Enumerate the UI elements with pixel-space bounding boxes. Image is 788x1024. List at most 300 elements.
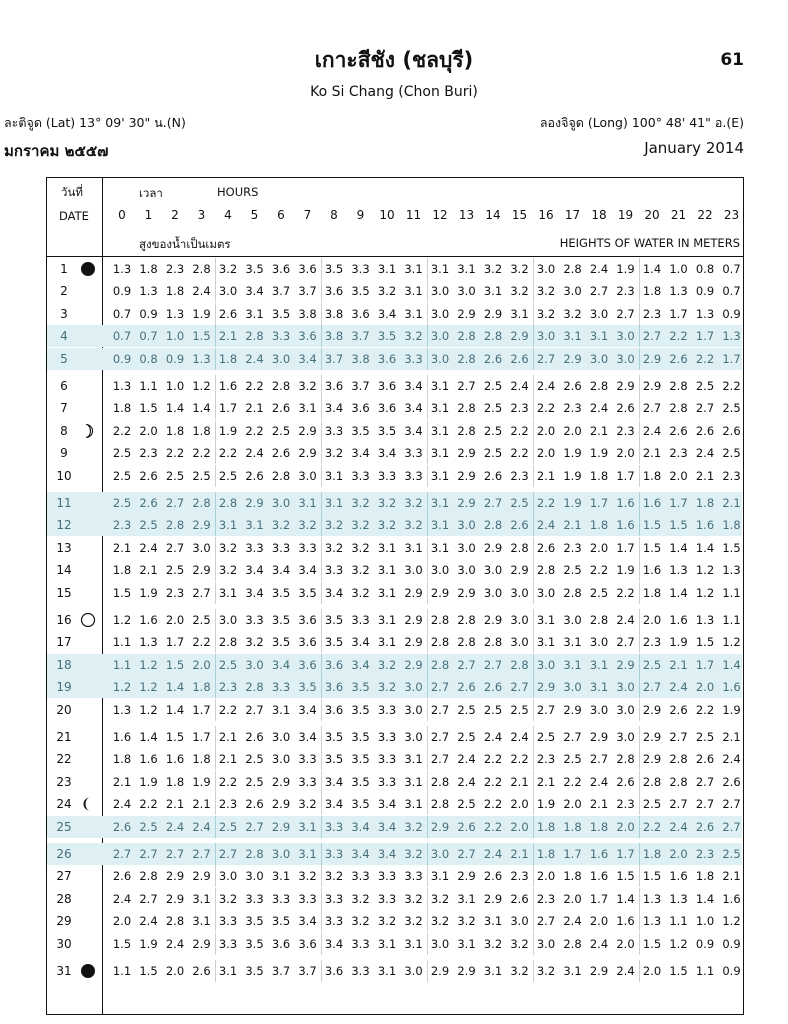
height-cell: 2.9 <box>401 631 428 653</box>
height-cell: 2.6 <box>271 446 291 461</box>
height-cell: 3.8 <box>295 303 322 325</box>
height-cell: 3.4 <box>245 563 264 578</box>
full-moon-icon <box>80 612 96 628</box>
height-cell: 3.0 <box>245 869 264 884</box>
height-cell: 2.5 <box>457 702 476 717</box>
height-cell: 2.7 <box>669 797 688 812</box>
height-cell: 2.0 <box>165 613 185 627</box>
height-cell: 3.7 <box>324 351 344 366</box>
time-label-thai: เวลา <box>139 186 163 200</box>
height-cell: 2.8 <box>430 635 450 650</box>
height-cell: 2.1 <box>189 793 216 815</box>
height-cell: 2.4 <box>589 401 609 416</box>
height-cell: 1.4 <box>165 401 185 416</box>
header-divider <box>47 256 743 257</box>
hour-header: 3 <box>197 208 206 222</box>
day-number: 11 <box>56 496 72 510</box>
height-cell: 1.5 <box>642 936 662 951</box>
height-cell: 3.3 <box>324 891 344 906</box>
height-cell: 2.2 <box>112 423 132 438</box>
height-cell: 1.5 <box>139 964 158 978</box>
hour-header: 7 <box>303 208 312 222</box>
height-cell: 3.0 <box>536 936 556 951</box>
height-cell: 2.0 <box>139 423 158 438</box>
height-cell: 2.0 <box>642 964 662 978</box>
height-cell: 2.0 <box>613 442 640 464</box>
height-cell: 3.0 <box>563 613 582 627</box>
height-cell: 1.6 <box>722 680 741 695</box>
height-cell: 2.2 <box>483 774 503 789</box>
height-cell: 2.6 <box>245 468 264 483</box>
height-cell: 3.1 <box>324 496 344 510</box>
height-cell: 2.5 <box>642 657 662 672</box>
height-cell: 3.6 <box>324 702 344 717</box>
height-cell: 3.0 <box>430 351 450 366</box>
table-row <box>47 465 742 487</box>
day-number: 3 <box>60 306 68 321</box>
height-cell: 1.9 <box>563 446 582 461</box>
height-cell: 1.2 <box>189 375 216 397</box>
height-cell: 2.5 <box>536 730 556 744</box>
height-cell: 2.7 <box>165 847 185 861</box>
height-cell: 2.7 <box>189 582 216 604</box>
height-cell: 1.8 <box>189 748 216 770</box>
height-cell: 2.1 <box>722 496 741 510</box>
height-label-thai: สูงของน้ำเป็นเมตร <box>139 237 231 251</box>
height-cell: 3.2 <box>295 514 322 536</box>
height-cell: 2.4 <box>642 423 662 438</box>
height-cell: 3.3 <box>351 468 370 483</box>
height-cell: 1.5 <box>165 730 185 744</box>
height-cell: 1.8 <box>112 752 132 767</box>
day-number: 15 <box>56 585 72 600</box>
height-cell: 2.2 <box>507 748 534 770</box>
height-cell: 1.7 <box>722 351 741 366</box>
height-cell: 2.0 <box>536 446 556 461</box>
table-row <box>47 514 742 536</box>
height-cell: 2.5 <box>218 468 238 483</box>
height-cell: 1.3 <box>642 891 662 906</box>
height-cell: 3.3 <box>295 771 322 793</box>
height-cell: 1.6 <box>613 492 640 514</box>
height-cell: 2.1 <box>589 797 609 812</box>
height-cell: 1.3 <box>669 891 688 906</box>
height-cell: 2.8 <box>189 492 216 514</box>
height-cell: 3.6 <box>324 680 344 695</box>
height-cell: 2.3 <box>613 793 640 815</box>
height-cell: 2.7 <box>722 819 741 834</box>
height-cell: 1.7 <box>563 847 582 861</box>
height-cell: 2.4 <box>189 280 216 302</box>
height-cell: 3.4 <box>401 375 428 397</box>
height-cell: 2.4 <box>483 847 503 861</box>
height-cell: 3.5 <box>351 680 370 695</box>
height-cell: 3.4 <box>324 936 344 951</box>
height-cell: 2.0 <box>165 964 185 978</box>
height-cell: 3.6 <box>271 262 291 276</box>
height-cell: 2.5 <box>139 518 158 533</box>
height-cell: 2.2 <box>218 446 238 461</box>
height-cell: 2.8 <box>430 774 450 789</box>
height-cell: 3.0 <box>430 563 450 578</box>
height-cell: 1.5 <box>189 325 216 347</box>
hour-header: 18 <box>591 208 607 222</box>
height-cell: 3.6 <box>324 964 344 978</box>
height-cell: 3.1 <box>457 262 476 276</box>
height-cell: 3.4 <box>245 585 264 600</box>
height-cell: 3.2 <box>430 891 450 906</box>
height-cell: 3.4 <box>295 910 322 932</box>
height-cell: 3.5 <box>377 329 397 344</box>
height-cell: 2.0 <box>613 933 640 955</box>
height-cell: 2.4 <box>139 914 158 929</box>
height-cell: 1.3 <box>669 284 688 299</box>
height-cell: 3.4 <box>401 420 428 442</box>
height-cell: 1.4 <box>613 888 640 910</box>
height-cell: 3.1 <box>430 496 450 510</box>
height-cell: 3.0 <box>271 847 291 861</box>
height-cell: 3.2 <box>401 325 428 347</box>
height-cell: 1.5 <box>642 869 662 884</box>
height-cell: 3.2 <box>324 540 344 555</box>
height-cell: 0.9 <box>139 306 158 321</box>
height-cell: 1.1 <box>722 613 741 627</box>
height-cell: 3.1 <box>401 771 428 793</box>
height-cell: 0.9 <box>722 936 741 951</box>
height-cell: 2.8 <box>430 797 450 812</box>
height-cell: 3.5 <box>245 262 264 276</box>
height-cell: 3.1 <box>377 964 397 978</box>
height-cell: 3.2 <box>536 306 556 321</box>
height-cell: 2.8 <box>430 613 450 627</box>
height-cell: 3.1 <box>563 635 582 650</box>
height-cell: 2.7 <box>112 847 132 861</box>
height-cell: 3.3 <box>245 613 264 627</box>
height-cell: 2.3 <box>536 752 556 767</box>
height-cell: 3.3 <box>324 847 344 861</box>
height-cell: 2.6 <box>536 540 556 555</box>
hour-header: 15 <box>511 208 528 222</box>
height-cell: 3.0 <box>613 726 640 748</box>
height-cell: 2.8 <box>589 379 609 393</box>
height-cell: 3.3 <box>377 730 397 744</box>
height-cell: 2.9 <box>483 306 503 321</box>
height-cell: 1.3 <box>189 348 216 370</box>
height-cell: 1.2 <box>139 702 158 717</box>
height-cell: 0.8 <box>695 262 715 276</box>
height-cell: 3.2 <box>324 446 344 461</box>
table-row <box>47 582 742 604</box>
height-cell: 3.0 <box>507 910 534 932</box>
height-cell: 3.6 <box>295 258 322 280</box>
height-cell: 2.7 <box>589 752 609 767</box>
hour-header: 11 <box>405 208 422 222</box>
height-cell: 2.9 <box>563 351 582 366</box>
hour-header: 5 <box>250 208 259 222</box>
hour-header: 23 <box>723 208 740 222</box>
height-cell: 3.4 <box>351 635 370 650</box>
day-number: 16 <box>56 613 72 627</box>
height-cell: 3.1 <box>245 518 264 533</box>
height-cell: 2.0 <box>669 468 688 483</box>
height-cell: 3.3 <box>271 680 291 695</box>
height-cell: 3.3 <box>295 888 322 910</box>
height-cell: 3.4 <box>377 306 397 321</box>
height-cell: 2.1 <box>642 446 662 461</box>
height-cell: 3.3 <box>218 936 238 951</box>
height-cell: 1.2 <box>722 914 741 929</box>
height-cell: 2.6 <box>457 819 476 834</box>
table-row <box>47 793 742 815</box>
height-cell: 2.8 <box>589 613 609 627</box>
height-cell: 3.5 <box>245 936 264 951</box>
height-cell: 3.0 <box>483 585 503 600</box>
height-cell: 2.6 <box>245 730 264 744</box>
height-cell: 3.2 <box>483 262 503 276</box>
height-cell: 2.4 <box>669 819 688 834</box>
height-cell: 3.1 <box>401 258 428 280</box>
height-cell: 1.5 <box>613 865 640 887</box>
height-cell: 1.7 <box>695 657 715 672</box>
height-cell: 2.4 <box>457 752 476 767</box>
height-cell: 1.6 <box>165 752 185 767</box>
day-number: 4 <box>60 329 68 344</box>
height-cell: 2.2 <box>139 797 158 812</box>
height-cell: 2.6 <box>613 397 640 419</box>
title-english: Ko Si Chang (Chon Buri) <box>310 84 478 100</box>
height-cell: 3.1 <box>295 492 322 514</box>
height-cell: 1.1 <box>112 964 132 978</box>
height-cell: 3.3 <box>401 865 428 887</box>
height-cell: 2.7 <box>457 379 476 393</box>
height-cell: 2.5 <box>563 752 582 767</box>
height-cell: 2.7 <box>589 284 609 299</box>
height-cell: 1.8 <box>189 676 216 698</box>
height-cell: 3.6 <box>377 401 397 416</box>
height-cell: 2.7 <box>722 797 741 812</box>
new-moon-icon <box>80 261 96 277</box>
height-cell: 1.1 <box>669 914 688 929</box>
height-cell: 1.7 <box>695 329 715 344</box>
height-cell: 3.0 <box>536 657 556 672</box>
height-cell: 0.9 <box>112 351 132 366</box>
height-cell: 2.5 <box>483 702 503 717</box>
height-cell: 2.3 <box>139 446 158 461</box>
height-cell: 1.8 <box>165 774 185 789</box>
height-cell: 2.1 <box>669 657 688 672</box>
height-cell: 2.9 <box>295 420 322 442</box>
height-cell: 3.2 <box>430 914 450 929</box>
height-cell: 3.0 <box>271 351 291 366</box>
height-cell: 1.2 <box>112 680 132 695</box>
height-cell: 2.1 <box>695 468 715 483</box>
height-cell: 2.9 <box>430 585 450 600</box>
height-cell: 3.5 <box>324 730 344 744</box>
height-cell: 2.9 <box>457 869 476 884</box>
height-cell: 3.2 <box>351 563 370 578</box>
height-cell: 3.0 <box>430 329 450 344</box>
height-cell: 3.4 <box>295 726 322 748</box>
height-cell: 2.5 <box>483 401 503 416</box>
height-cell: 1.5 <box>112 585 132 600</box>
height-cell: 1.9 <box>589 446 609 461</box>
day-number: 6 <box>60 379 68 393</box>
height-cell: 3.0 <box>613 699 640 721</box>
height-cell: 3.2 <box>351 540 370 555</box>
height-cell: 3.5 <box>271 914 291 929</box>
table-row <box>47 258 742 280</box>
table-row <box>47 348 742 370</box>
height-cell: 1.8 <box>112 563 132 578</box>
height-cell: 2.5 <box>563 563 582 578</box>
height-cell: 2.8 <box>563 585 582 600</box>
height-cell: 1.7 <box>589 891 609 906</box>
height-cell: 2.2 <box>165 446 185 461</box>
height-cell: 2.7 <box>507 676 534 698</box>
day-number: 20 <box>56 702 72 717</box>
height-cell: 1.0 <box>695 914 715 929</box>
height-cell: 3.3 <box>324 819 344 834</box>
height-cell: 3.1 <box>295 843 322 865</box>
height-cell: 2.9 <box>642 379 662 393</box>
height-cell: 1.3 <box>112 262 132 276</box>
height-cell: 2.7 <box>430 752 450 767</box>
height-cell: 3.0 <box>430 284 450 299</box>
height-cell: 3.5 <box>351 752 370 767</box>
height-cell: 2.0 <box>112 914 132 929</box>
height-cell: 3.1 <box>401 748 428 770</box>
height-cell: 3.0 <box>563 284 582 299</box>
day-number: 31 <box>56 964 72 978</box>
height-cell: 2.0 <box>563 797 582 812</box>
height-cell: 2.7 <box>642 680 662 695</box>
height-cell: 3.2 <box>218 262 238 276</box>
height-cell: 3.0 <box>401 699 428 721</box>
table-row <box>47 303 742 325</box>
height-cell: 3.2 <box>351 496 370 510</box>
height-cell: 3.6 <box>295 654 322 676</box>
height-cell: 3.3 <box>295 537 322 559</box>
height-cell: 1.6 <box>613 910 640 932</box>
height-cell: 1.5 <box>669 964 688 978</box>
new-moon-icon <box>80 963 96 979</box>
height-cell: 3.2 <box>324 869 344 884</box>
height-cell: 3.6 <box>324 657 344 672</box>
height-cell: 2.8 <box>457 351 476 366</box>
height-cell: 3.1 <box>483 964 503 978</box>
height-cell: 2.2 <box>483 797 503 812</box>
height-cell: 2.3 <box>642 635 662 650</box>
height-cell: 3.4 <box>351 847 370 861</box>
height-cell: 3.8 <box>324 329 344 344</box>
height-cell: 1.8 <box>112 401 132 416</box>
table-row <box>47 397 742 419</box>
height-cell: 2.7 <box>563 730 582 744</box>
height-cell: 2.1 <box>507 771 534 793</box>
height-cell: 0.7 <box>112 329 132 344</box>
day-number: 7 <box>60 401 68 416</box>
height-cell: 2.3 <box>613 420 640 442</box>
height-cell: 2.4 <box>139 540 158 555</box>
height-cell: 2.6 <box>139 468 158 483</box>
height-cell: 1.1 <box>722 585 741 600</box>
height-cell: 3.1 <box>430 423 450 438</box>
height-cell: 3.1 <box>563 329 582 344</box>
height-cell: 1.2 <box>722 635 741 650</box>
height-cell: 2.6 <box>507 514 534 536</box>
table-row <box>47 933 742 955</box>
table-row <box>47 960 742 982</box>
height-cell: 2.9 <box>295 442 322 464</box>
height-cell: 3.3 <box>377 891 397 906</box>
height-cell: 2.7 <box>430 702 450 717</box>
height-cell: 1.0 <box>165 379 185 393</box>
height-cell: 1.7 <box>189 726 216 748</box>
day-number: 18 <box>56 657 72 672</box>
height-cell: 2.4 <box>507 726 534 748</box>
height-cell: 2.2 <box>245 379 264 393</box>
height-cell: 3.1 <box>563 964 582 978</box>
height-cell: 3.0 <box>507 631 534 653</box>
height-cell: 3.0 <box>189 537 216 559</box>
height-cell: 1.8 <box>536 819 556 834</box>
height-cell: 3.5 <box>295 676 322 698</box>
height-cell: 2.2 <box>613 582 640 604</box>
height-cell: 2.8 <box>483 518 503 533</box>
height-cell: 3.4 <box>271 657 291 672</box>
height-cell: 2.2 <box>669 329 688 344</box>
height-cell: 2.7 <box>536 351 556 366</box>
height-cell: 3.2 <box>377 518 397 533</box>
height-cell: 2.5 <box>245 774 264 789</box>
height-cell: 2.7 <box>165 496 185 510</box>
height-cell: 2.6 <box>507 348 534 370</box>
height-cell: 2.9 <box>430 964 450 978</box>
height-cell: 2.8 <box>245 329 264 344</box>
height-cell: 1.8 <box>589 518 609 533</box>
height-cell: 1.8 <box>642 284 662 299</box>
height-cell: 2.0 <box>613 816 640 838</box>
height-cell: 2.9 <box>589 730 609 744</box>
height-cell: 2.6 <box>613 771 640 793</box>
height-cell: 3.5 <box>271 585 291 600</box>
height-cell: 2.7 <box>165 540 185 555</box>
height-cell: 3.2 <box>218 540 238 555</box>
height-cell: 2.0 <box>563 891 582 906</box>
height-cell: 1.4 <box>695 540 715 555</box>
height-cell: 3.1 <box>377 563 397 578</box>
height-cell: 1.2 <box>695 585 715 600</box>
height-cell: 2.4 <box>613 960 640 982</box>
height-cell: 2.3 <box>218 680 238 695</box>
height-cell: 2.1 <box>589 423 609 438</box>
height-cell: 2.1 <box>218 730 238 744</box>
day-number: 26 <box>56 847 72 861</box>
height-cell: 1.6 <box>218 379 238 393</box>
day-number: 22 <box>56 752 72 767</box>
height-cell: 1.6 <box>589 847 609 861</box>
height-cell: 3.2 <box>507 960 534 982</box>
height-cell: 1.6 <box>695 518 715 533</box>
height-cell: 3.3 <box>377 774 397 789</box>
height-cell: 2.5 <box>189 465 216 487</box>
height-cell: 3.4 <box>295 348 322 370</box>
table-row <box>47 375 742 397</box>
height-cell: 1.9 <box>669 635 688 650</box>
height-cell: 3.3 <box>245 540 264 555</box>
height-cell: 3.1 <box>377 585 397 600</box>
height-cell: 2.7 <box>430 680 450 695</box>
